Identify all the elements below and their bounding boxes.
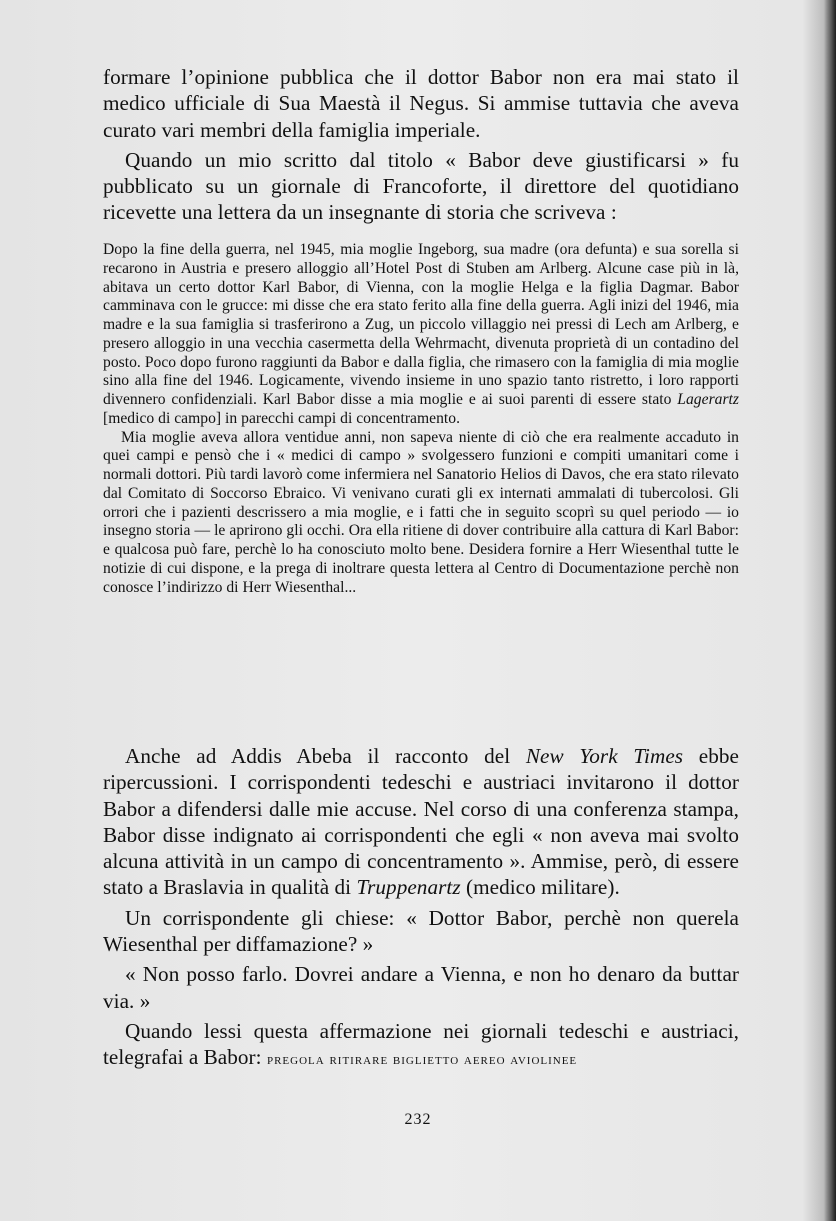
term-truppenartz: Truppenartz <box>356 875 461 900</box>
paragraph-letter-intro: Quando un mio scritto dal titolo « Babor deve giustificarsi » fu pubblicato su un giornale di Francoforte, il direttore del quotidiano ricevette una lettera da un insegnante di storia che scriveva : <box>103 147 739 225</box>
paragraph-answer: « Non posso farlo. Dovrei andare a Vienna, e non ho denaro da buttar via. » <box>103 962 739 1013</box>
page-number: 232 <box>404 1111 432 1128</box>
body-text: ebbe ripercussioni. I corrispondenti tedeschi e austriaci invitarono il dottor Babor a difendersi dalle mie accuse. Nel corso di una conferenza stampa, Babor disse indignato ai corrispondenti che egli « non aveva mai svolto alcuna attività in un campo di concentramento ». Ammise, però, di essere stato a Braslavia in qualità di <box>103 744 739 900</box>
opening-text-block <box>103 64 739 226</box>
quote-paragraph-1 <box>103 241 739 429</box>
body-text: Anche ad Addis Abeba il racconto del <box>125 744 511 768</box>
body-text: (medico militare). <box>465 875 620 900</box>
paragraph-telegram <box>103 1018 739 1074</box>
newspaper-title: New York Times <box>525 744 684 768</box>
body-text: Quando lessi questa affermazione nei giornali tedeschi e austriaci, telegrafai a Babor: <box>103 1018 739 1070</box>
closing-text-block <box>103 743 739 1074</box>
quote-text: Dopo la fine della guerra, nel 1945, mia moglie Ingeborg, sua madre (ora defunta) e sua sorella si recarono in Austria e presero alloggio all’Hotel Post di Stuben am Arlberg. Alcune case più in là, abitava un certo dottor Karl Babor, di Vienna, con la moglie Helga e la figlia Dagmar. Babor camminava con le grucce: mi disse che era stato ferito alla fine della guerra. Agli inizi del 1946, mia madre e la sua famiglia si trasferirono a Zug, un piccolo villaggio nei pressi di Lech am Arlberg, e presero alloggio in una vecchia casermetta della Wehrmacht, divenuta proprietà di un contadino del posto. Poco dopo furono raggiunti da Babor e dalla figlia, che rimasero con la famiglia di mia moglie sino alla fine del 1946. Logicamente, vivendo insieme in uno spazio tanto ristretto, i loro rapporti divennero confidenziali. Karl Babor disse a mia moglie e ai suoi parenti di essere stato <box>103 241 739 408</box>
paragraph-addis-abeba <box>103 743 739 901</box>
paragraph-question: Un corrispondente gli chiese: « Dottor Babor, perchè non querela Wiesenthal per diffamazione? » <box>103 905 739 957</box>
quote-text: [medico di campo] in parecchi campi di concentramento. <box>103 409 460 427</box>
quoted-letter <box>103 241 739 597</box>
quote-paragraph-2: Mia moglie aveva allora ventidue anni, non sapeva niente di ciò che era realmente accaduto in quei campi e pensò che i « medici di campo » svolgessero funzioni e compiti umanitari come i normali dottori. Più tardi lavorò come infermiera nel Sanatorio Helios di Davos, che era stato rilevato dal Comitato di Soccorso Ebraico. Vi venivano curati gli ex internati ammalati di tubercolosi. Gli orrori che i pazienti descrissero a mia moglie, e i fatti che in seguito scoprì su quel periodo — io insegno storia — le aprirono gli occhi. Ora ella ritiene di dover contribuire alla cattura di Karl Babor: e qualcosa può fare, perchè lo ha conosciuto molto bene. Desidera fornire a Herr Wiesenthal tutte le notizie di cui dispone, e la prega di inoltrare questa lettera al Centro di Documentazione perchè non conosce l’indirizzo di Herr Wiesenthal... <box>103 428 739 596</box>
term-lagerartz: Lagerartz <box>677 391 739 408</box>
paragraph-continued: formare l’opinione pubblica che il dottor Babor non era mai stato il medico ufficiale di Sua Maestà il Negus. Si ammise tuttavia che aveva curato vari membri della famiglia imperiale. <box>103 65 739 142</box>
page-edge-shadow <box>824 0 836 1221</box>
telegram-text: pregola ritirare biglietto aereo aviolinee <box>266 1052 578 1069</box>
